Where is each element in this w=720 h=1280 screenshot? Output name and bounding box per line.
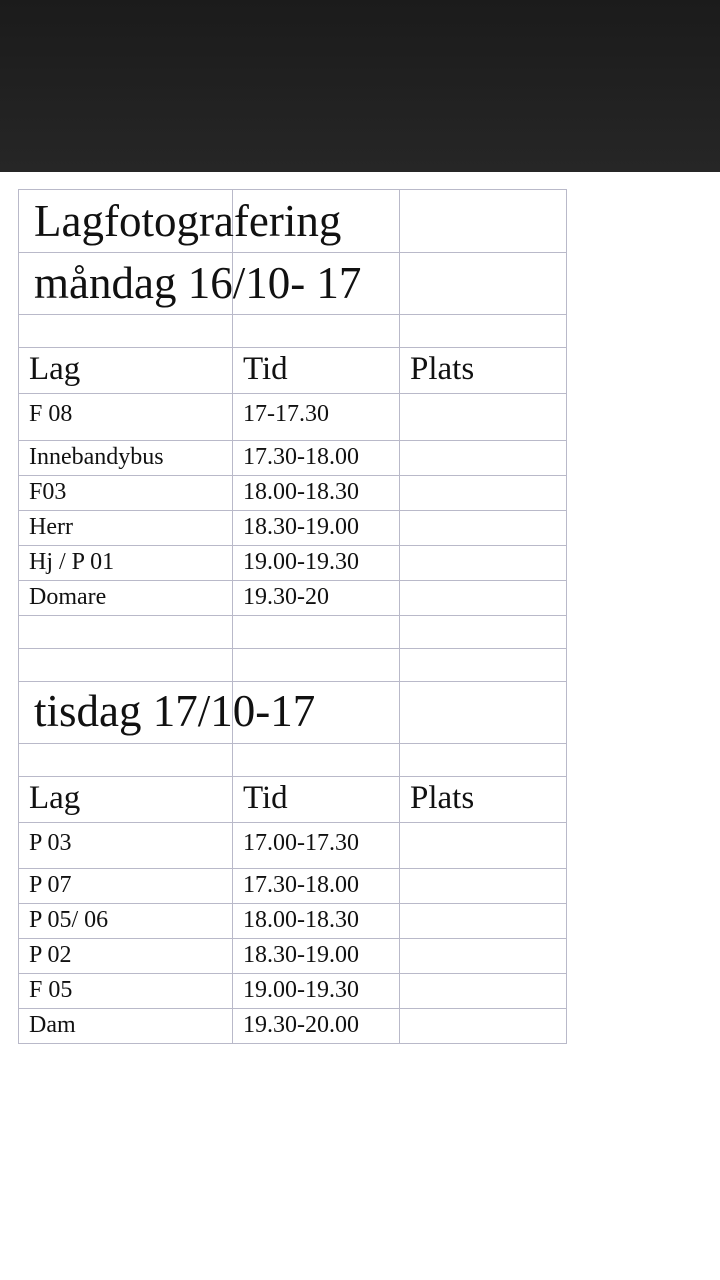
grid-line — [18, 743, 567, 744]
schedule-table — [18, 189, 567, 1044]
table-cell-lag: P 03 — [29, 830, 72, 856]
table-cell-lag: F03 — [29, 479, 67, 505]
grid-line — [18, 189, 567, 190]
grid-line — [18, 189, 19, 1044]
grid-line — [18, 252, 567, 253]
grid-line — [232, 189, 233, 1044]
grid-line — [566, 189, 567, 1044]
table-cell-lag: Hj / P 01 — [29, 549, 115, 575]
grid-line — [18, 681, 567, 682]
grid-line — [18, 903, 567, 904]
grid-line — [18, 475, 567, 476]
table-cell-tid: 19.30-20 — [243, 584, 329, 610]
table-cell-tid: 17.30-18.00 — [243, 444, 359, 470]
column-header-tid: Tid — [243, 780, 288, 816]
grid-line — [18, 615, 567, 616]
grid-line — [18, 776, 567, 777]
table-cell-lag: P 07 — [29, 872, 72, 898]
grid-line — [18, 822, 567, 823]
table-cell-tid: 18.00-18.30 — [243, 479, 359, 505]
grid-line — [18, 973, 567, 974]
grid-line — [18, 868, 567, 869]
grid-line — [18, 545, 567, 546]
table-cell-lag: Herr — [29, 514, 73, 540]
table-cell-tid: 18.30-19.00 — [243, 942, 359, 968]
table-cell-tid: 19.00-19.30 — [243, 977, 359, 1003]
column-header-plats: Plats — [410, 780, 475, 816]
table-cell-lag: Dam — [29, 1012, 76, 1038]
grid-line — [18, 1043, 567, 1044]
table-cell-lag: F 05 — [29, 977, 73, 1003]
table-cell-tid: 17.30-18.00 — [243, 872, 359, 898]
table-cell-tid: 19.30-20.00 — [243, 1012, 359, 1038]
table-cell-lag: Innebandybus — [29, 444, 164, 470]
grid-line — [399, 189, 400, 1044]
column-header-lag: Lag — [29, 351, 81, 387]
page-title-line-2: måndag 16/10- 17 — [34, 258, 362, 308]
grid-line — [18, 648, 567, 649]
table-cell-tid: 18.00-18.30 — [243, 907, 359, 933]
grid-line — [18, 510, 567, 511]
table-cell-tid: 18.30-19.00 — [243, 514, 359, 540]
table-cell-lag: F 08 — [29, 401, 73, 427]
table-cell-lag: P 05/ 06 — [29, 907, 109, 933]
page-title-line-1: Lagfotografering — [34, 196, 342, 246]
table-cell-tid: 17-17.30 — [243, 401, 329, 427]
column-header-plats: Plats — [410, 351, 475, 387]
grid-line — [18, 580, 567, 581]
grid-line — [18, 393, 567, 394]
table-cell-tid: 17.00-17.30 — [243, 830, 359, 856]
top-dark-bar — [0, 0, 720, 172]
tuesday-heading: tisdag 17/10-17 — [34, 686, 316, 736]
grid-line — [18, 1008, 567, 1009]
table-cell-lag: P 02 — [29, 942, 72, 968]
grid-line — [18, 440, 567, 441]
grid-line — [18, 314, 567, 315]
grid-line — [18, 938, 567, 939]
table-cell-tid: 19.00-19.30 — [243, 549, 359, 575]
column-header-lag: Lag — [29, 780, 81, 816]
column-header-tid: Tid — [243, 351, 288, 387]
grid-line — [18, 347, 567, 348]
table-cell-lag: Domare — [29, 584, 107, 610]
